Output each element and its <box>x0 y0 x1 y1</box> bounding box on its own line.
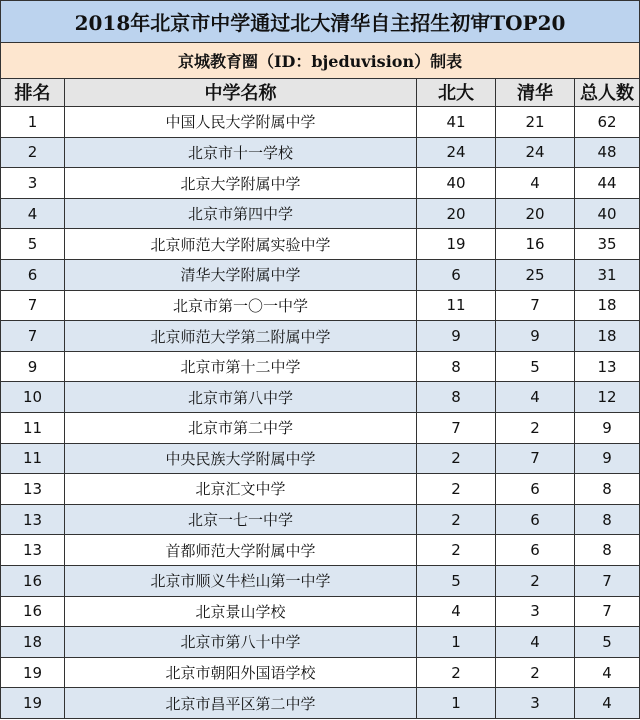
cell-thu: 3 <box>496 596 575 627</box>
cell-rank: 13 <box>1 474 65 505</box>
cell-school: 北京市第一〇一中学 <box>65 290 417 321</box>
cell-pku: 1 <box>417 688 496 719</box>
cell-pku: 5 <box>417 565 496 596</box>
cell-rank: 4 <box>1 198 65 229</box>
cell-thu: 16 <box>496 229 575 260</box>
table-row <box>1 107 640 138</box>
cell-school: 中国人民大学附属中学 <box>65 107 417 138</box>
table-row <box>1 657 640 688</box>
cell-rank: 5 <box>1 229 65 260</box>
header-thu: 清华 <box>496 78 575 107</box>
cell-rank: 18 <box>1 627 65 658</box>
cell-school: 清华大学附属中学 <box>65 260 417 291</box>
cell-rank: 7 <box>1 321 65 352</box>
cell-pku: 8 <box>417 382 496 413</box>
cell-thu: 4 <box>496 168 575 199</box>
cell-school: 北京市朝阳外国语学校 <box>65 657 417 688</box>
cell-thu: 6 <box>496 474 575 505</box>
cell-school: 北京市十一学校 <box>65 137 417 168</box>
table-row <box>1 596 640 627</box>
cell-school: 北京一七一中学 <box>65 504 417 535</box>
table-row <box>1 535 640 566</box>
cell-pku: 20 <box>417 198 496 229</box>
cell-school: 北京市昌平区第二中学 <box>65 688 417 719</box>
cell-school: 北京师范大学附属实验中学 <box>65 229 417 260</box>
cell-thu: 21 <box>496 107 575 138</box>
cell-rank: 13 <box>1 535 65 566</box>
cell-total: 40 <box>575 198 640 229</box>
table-row <box>1 627 640 658</box>
cell-pku: 19 <box>417 229 496 260</box>
table-row <box>1 474 640 505</box>
cell-thu: 20 <box>496 198 575 229</box>
table-row <box>1 198 640 229</box>
cell-total: 48 <box>575 137 640 168</box>
cell-pku: 1 <box>417 627 496 658</box>
cell-thu: 5 <box>496 351 575 382</box>
cell-pku: 7 <box>417 412 496 443</box>
cell-school: 北京汇文中学 <box>65 474 417 505</box>
table-body <box>1 1 640 719</box>
table-title: 2018年北京市中学通过北大清华自主招生初审TOP20 <box>1 1 640 43</box>
cell-thu: 2 <box>496 412 575 443</box>
cell-rank: 2 <box>1 137 65 168</box>
cell-total: 31 <box>575 260 640 291</box>
cell-total: 7 <box>575 596 640 627</box>
cell-total: 9 <box>575 412 640 443</box>
cell-total: 18 <box>575 321 640 352</box>
cell-rank: 11 <box>1 443 65 474</box>
cell-rank: 13 <box>1 504 65 535</box>
cell-total: 8 <box>575 535 640 566</box>
cell-total: 4 <box>575 688 640 719</box>
cell-total: 9 <box>575 443 640 474</box>
table-row <box>1 137 640 168</box>
cell-pku: 40 <box>417 168 496 199</box>
cell-school: 中央民族大学附属中学 <box>65 443 417 474</box>
cell-school: 北京市第十二中学 <box>65 351 417 382</box>
cell-thu: 25 <box>496 260 575 291</box>
cell-pku: 2 <box>417 657 496 688</box>
cell-pku: 2 <box>417 443 496 474</box>
cell-thu: 2 <box>496 565 575 596</box>
table-subtitle: 京城教育圈（ID：bjeduvision）制表 <box>1 42 640 78</box>
cell-pku: 9 <box>417 321 496 352</box>
cell-rank: 16 <box>1 596 65 627</box>
header-school: 中学名称 <box>65 78 417 107</box>
cell-thu: 24 <box>496 137 575 168</box>
cell-thu: 6 <box>496 504 575 535</box>
cell-thu: 7 <box>496 290 575 321</box>
cell-rank: 11 <box>1 412 65 443</box>
cell-pku: 11 <box>417 290 496 321</box>
cell-pku: 6 <box>417 260 496 291</box>
header-pku: 北大 <box>417 78 496 107</box>
cell-rank: 3 <box>1 168 65 199</box>
cell-rank: 6 <box>1 260 65 291</box>
table-row <box>1 688 640 719</box>
header-total: 总人数 <box>575 78 640 107</box>
cell-rank: 19 <box>1 657 65 688</box>
header-rank: 排名 <box>1 78 65 107</box>
cell-school: 北京师范大学第二附属中学 <box>65 321 417 352</box>
table-row <box>1 351 640 382</box>
cell-school: 北京市第八十中学 <box>65 627 417 658</box>
table-row <box>1 443 640 474</box>
cell-thu: 7 <box>496 443 575 474</box>
cell-total: 7 <box>575 565 640 596</box>
cell-thu: 3 <box>496 688 575 719</box>
cell-total: 18 <box>575 290 640 321</box>
cell-total: 35 <box>575 229 640 260</box>
cell-rank: 7 <box>1 290 65 321</box>
table-row <box>1 168 640 199</box>
cell-school: 北京大学附属中学 <box>65 168 417 199</box>
table-row <box>1 290 640 321</box>
cell-total: 62 <box>575 107 640 138</box>
cell-thu: 4 <box>496 382 575 413</box>
cell-pku: 2 <box>417 504 496 535</box>
cell-total: 44 <box>575 168 640 199</box>
cell-total: 4 <box>575 657 640 688</box>
header-row <box>1 78 640 107</box>
cell-thu: 9 <box>496 321 575 352</box>
cell-total: 8 <box>575 504 640 535</box>
cell-pku: 24 <box>417 137 496 168</box>
title-row <box>1 1 640 43</box>
table-row <box>1 412 640 443</box>
cell-pku: 2 <box>417 535 496 566</box>
cell-rank: 19 <box>1 688 65 719</box>
cell-school: 北京市第八中学 <box>65 382 417 413</box>
cell-rank: 16 <box>1 565 65 596</box>
cell-thu: 2 <box>496 657 575 688</box>
cell-school: 北京市顺义牛栏山第一中学 <box>65 565 417 596</box>
cell-school: 首都师范大学附属中学 <box>65 535 417 566</box>
cell-total: 12 <box>575 382 640 413</box>
cell-school: 北京景山学校 <box>65 596 417 627</box>
table-row <box>1 565 640 596</box>
cell-thu: 6 <box>496 535 575 566</box>
cell-total: 8 <box>575 474 640 505</box>
table-row <box>1 321 640 352</box>
cell-pku: 4 <box>417 596 496 627</box>
subtitle-row <box>1 42 640 78</box>
cell-school: 北京市第二中学 <box>65 412 417 443</box>
table-row <box>1 260 640 291</box>
cell-total: 13 <box>575 351 640 382</box>
cell-rank: 10 <box>1 382 65 413</box>
cell-thu: 4 <box>496 627 575 658</box>
cell-school: 北京市第四中学 <box>65 198 417 229</box>
cell-pku: 41 <box>417 107 496 138</box>
cell-rank: 1 <box>1 107 65 138</box>
table-row <box>1 382 640 413</box>
table-row <box>1 504 640 535</box>
cell-rank: 9 <box>1 351 65 382</box>
cell-total: 5 <box>575 627 640 658</box>
cell-pku: 2 <box>417 474 496 505</box>
table-row <box>1 229 640 260</box>
cell-pku: 8 <box>417 351 496 382</box>
